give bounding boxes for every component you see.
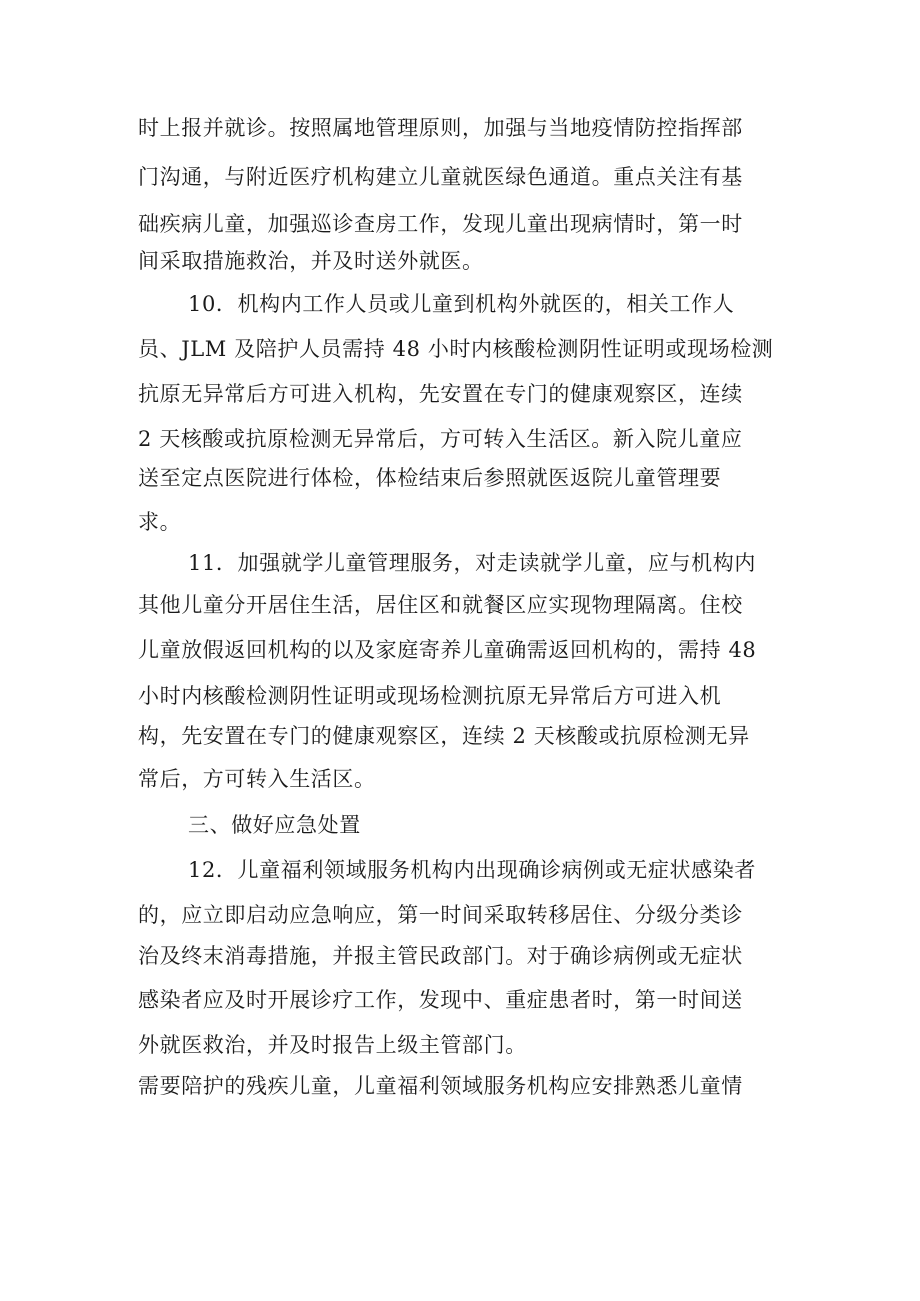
paragraph-12-start: 12．儿童福利领域服务机构内出现确诊病例或无症状感染者 — [188, 858, 756, 882]
text-line-1: 时上报并就诊。按照属地管理原则，加强与当地疫情防控指挥部 — [138, 116, 743, 140]
text-line-4: 间采取措施救治，并及时送外就医。 — [138, 249, 484, 273]
text-line-21: 感染者应及时开展诊疗工作，发现中、重症患者时，第一时间送 — [138, 988, 743, 1012]
text-line-20: 治及终末消毒措施，并报主管民政部门。对于确诊病例或无症状 — [138, 944, 743, 968]
text-line-6: 员、JLM 及陪护人员需持 48 小时内核酸检测阴性证明或现场检测 — [138, 337, 774, 361]
text-line-14: 小时内核酸检测阴性证明或现场检测抗原无异常后方可进入机 — [138, 684, 722, 708]
text-line-23: 需要陪护的残疾儿童，儿童福利领域服务机构应安排熟悉儿童情 — [138, 1074, 743, 1098]
paragraph-11-start: 11．加强就学儿童管理服务，对走读就学儿童，应与机构内 — [188, 551, 756, 575]
text-line-2: 门沟通，与附近医疗机构建立儿童就医绿色通道。重点关注有基 — [138, 165, 743, 189]
text-line-19: 的，应立即启动应急响应，第一时间采取转移居住、分级分类诊 — [138, 903, 743, 927]
text-line-3: 础疾病儿童，加强巡诊查房工作，发现儿童出现病情时，第一时 — [138, 212, 743, 236]
text-line-12: 其他儿童分开居住生活，居住区和就餐区应实现物理隔离。住校 — [138, 593, 743, 617]
text-line-10: 求。 — [138, 510, 182, 534]
paragraph-10-start: 10．机构内工作人员或儿童到机构外就医的，相关工作人 — [188, 292, 735, 316]
text-line-15: 构，先安置在专门的健康观察区，连续 2 天核酸或抗原检测无异 — [138, 724, 750, 748]
text-line-8: 2 天核酸或抗原检测无异常后，方可转入生活区。新入院儿童应 — [138, 427, 743, 451]
section-heading: 三、做好应急处置 — [188, 813, 361, 837]
text-line-7: 抗原无异常后方可进入机构，先安置在专门的健康观察区，连续 — [138, 382, 743, 406]
text-line-13: 儿童放假返回机构的以及家庭寄养儿童确需返回机构的，需持 48 — [138, 638, 757, 662]
text-line-9: 送至定点医院进行体检，体检结束后参照就医返院儿童管理要 — [138, 466, 722, 490]
text-line-22: 外就医救治，并及时报告上级主管部门。 — [138, 1033, 527, 1057]
text-line-16: 常后，方可转入生活区。 — [138, 767, 376, 791]
